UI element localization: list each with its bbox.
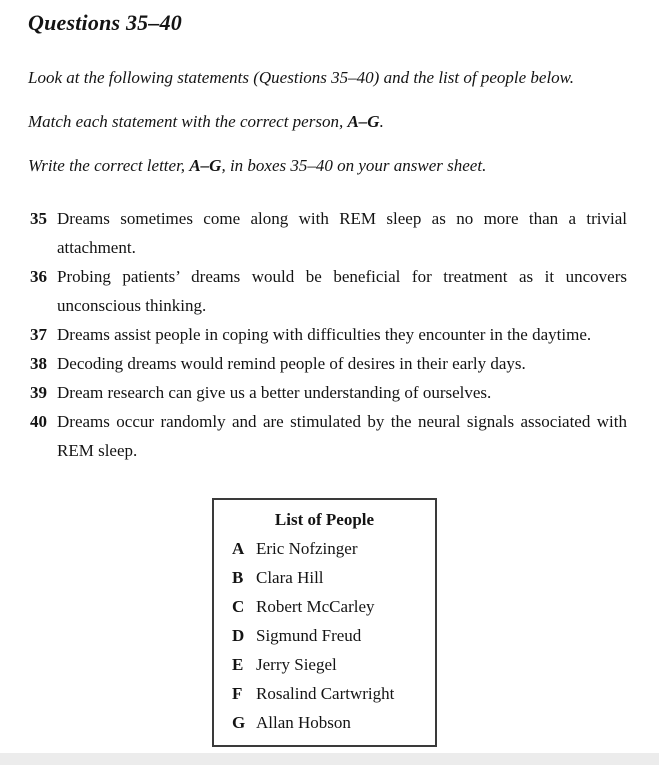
person-letter: C bbox=[232, 597, 245, 616]
person-row bbox=[232, 621, 425, 650]
instruction-line bbox=[28, 156, 627, 176]
person-row bbox=[232, 534, 425, 563]
instructions-block bbox=[28, 68, 627, 176]
question-row bbox=[28, 320, 627, 349]
person-row bbox=[232, 563, 425, 592]
instruction-tail: . bbox=[379, 112, 384, 131]
person-letter: G bbox=[232, 713, 246, 732]
person-letter: E bbox=[232, 655, 244, 674]
question-number: 37 bbox=[30, 325, 47, 344]
person-row bbox=[232, 708, 425, 737]
person-name: Sigmund Freud bbox=[256, 626, 362, 645]
list-title: List of People bbox=[274, 510, 375, 529]
person-name: Allan Hobson bbox=[256, 713, 351, 732]
instruction-text: Look at the following statements (Questions 35–40) and the list of people below. bbox=[28, 68, 575, 87]
instruction-line bbox=[28, 112, 627, 132]
question-text: Dreams sometimes come along with REM sleep as no more than a trivial attachment. bbox=[57, 209, 627, 257]
question-row bbox=[28, 262, 627, 320]
instruction-tail: , in boxes 35–40 on your answer sheet. bbox=[221, 156, 487, 175]
person-row bbox=[232, 650, 425, 679]
person-name: Rosalind Cartwright bbox=[256, 684, 395, 703]
question-number: 39 bbox=[30, 383, 47, 402]
person-letter: D bbox=[232, 626, 245, 645]
question-number: 36 bbox=[30, 267, 47, 286]
person-row bbox=[232, 592, 425, 621]
instruction-bold: A–G bbox=[189, 156, 222, 175]
instruction-bold: A–G bbox=[347, 112, 380, 131]
page-title: Questions 35–40 bbox=[28, 10, 182, 35]
person-name: Robert McCarley bbox=[256, 597, 375, 616]
question-text: Decoding dreams would remind people of desires in their early days. bbox=[57, 354, 526, 373]
question-text: Dreams assist people in coping with difficulties they encounter in the daytime. bbox=[57, 325, 592, 344]
questions-list bbox=[28, 204, 627, 465]
question-row bbox=[28, 378, 627, 407]
person-letter: A bbox=[232, 539, 245, 558]
question-row bbox=[28, 407, 627, 465]
instruction-text: Match each statement with the correct person, bbox=[28, 112, 348, 131]
question-number: 38 bbox=[30, 354, 47, 373]
question-text: Dream research can give us a better understanding of ourselves. bbox=[57, 383, 492, 402]
question-number: 40 bbox=[30, 412, 47, 431]
instruction-line bbox=[28, 68, 627, 88]
instruction-text: Write the correct letter, bbox=[28, 156, 190, 175]
person-name: Eric Nofzinger bbox=[256, 539, 358, 558]
person-name: Clara Hill bbox=[256, 568, 324, 587]
person-row bbox=[232, 679, 425, 708]
person-name: Jerry Siegel bbox=[256, 655, 337, 674]
person-letter: B bbox=[232, 568, 244, 587]
page-bottom-strip bbox=[0, 753, 659, 765]
question-text: Dreams occur randomly and are stimulated by the neural signals associated with REM sleep. bbox=[57, 412, 627, 460]
person-letter: F bbox=[232, 684, 243, 703]
question-number: 35 bbox=[30, 209, 47, 228]
question-row bbox=[28, 204, 627, 262]
list-of-people-box bbox=[212, 498, 437, 747]
question-text: Probing patients’ dreams would be beneficial for treatment as it uncovers unconscious thinking. bbox=[57, 267, 627, 315]
question-row bbox=[28, 349, 627, 378]
